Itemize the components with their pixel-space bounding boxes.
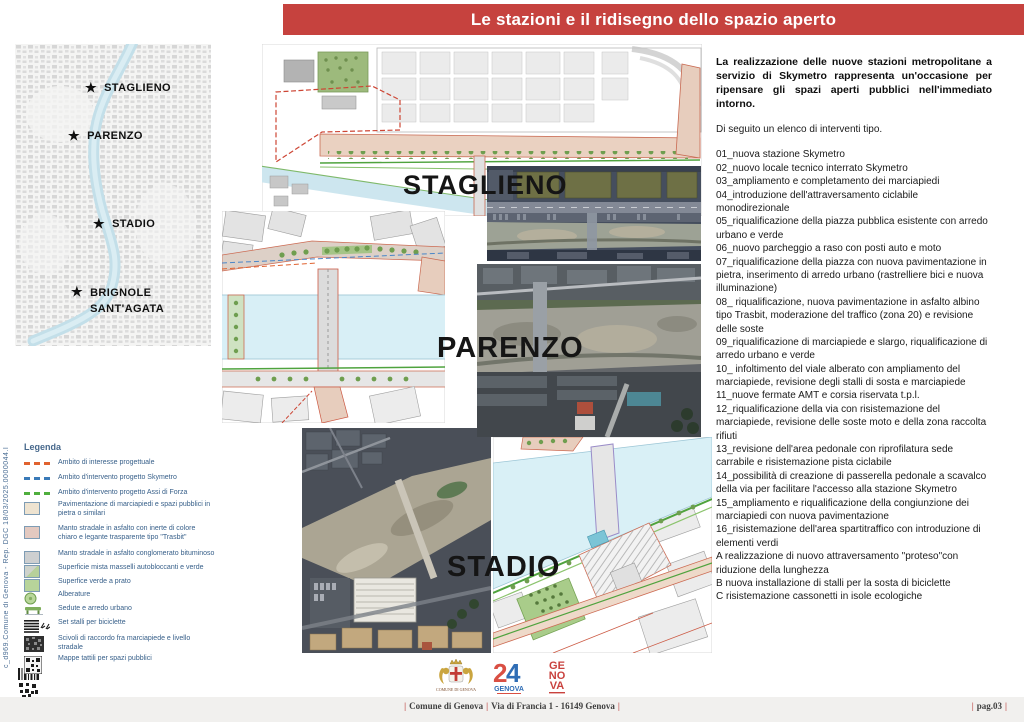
plan-parenzo-illustration (222, 211, 445, 423)
plan-stadio (493, 437, 712, 653)
plan-stadio-illustration (493, 437, 712, 653)
intervention-item: 04_introduzione dell'attraversamento ciclabile monodirezionale (716, 189, 919, 214)
star-icon: ★ (68, 128, 81, 143)
intervention-item: 13_revisione dell'area pedonale con riprofilatura sede carrabile e risistemazione pista ciclabile (716, 444, 954, 469)
separator: | (1005, 701, 1007, 711)
intervention-item: 14_possibilità di creazione di passerella pedonale a scavalco della via per facilitare l'accesso alla stazione Skymetro (716, 470, 987, 496)
legend-item-alberature: Alberature (24, 591, 216, 605)
station-label: PARENZO (87, 130, 143, 142)
intro-paragraph: La realizzazione delle nuove stazioni metropolitane a servizio di Skymetro rappresenta un'occasione per ripensare gli spazi aperti pubblici nell'immediato intorno. (716, 56, 992, 110)
pink-swatch-icon (24, 526, 40, 539)
station-label: STAGLIENO (104, 82, 172, 94)
section-label-parenzo: PARENZO (437, 332, 584, 364)
gray-swatch-icon (24, 551, 40, 564)
ramp-texture-icon (24, 636, 44, 652)
station-marker-stadio (93, 218, 155, 230)
station-marker-staglieno (85, 82, 171, 94)
list-intro: Di seguito un elenco di interventi tipo. (716, 124, 883, 136)
separator: | (617, 701, 620, 711)
legend-item-mista: Superficie mista masselli autobloccanti e verde (24, 564, 216, 578)
separator: | (971, 701, 974, 711)
legend-item-trasbit: Manto stradale in asfalto con inerte di colore chiaro e legante trasparente tipo "Trasbit" (24, 525, 216, 543)
legend-item-pavimentazione: Pavimentazione di marciapiedi e spazi pubblici in pietra o similari (24, 501, 216, 519)
plan-parenzo (222, 211, 445, 423)
legend-item-bituminoso: Manto stradale in asfalto conglomerato bituminoso (24, 550, 216, 564)
genova-brand-logo (542, 658, 572, 698)
intervention-item: 16_risistemazione dell'area spartitraffico con introduzione di elementi verdi (716, 524, 981, 549)
genova-line-2: NO (548, 670, 566, 682)
station-label: BRIGNOLE SANT'AGATA (90, 287, 165, 315)
legend-title: Legenda (24, 442, 62, 452)
intervention-item: 03_ampliamento e completamento dei marciapiedi (716, 176, 940, 188)
page-number: | pag.03 | (969, 701, 1010, 711)
intervention-item: 11_nuove fermate AMT e corsia riservata t.p.l. (716, 390, 920, 402)
comune-di-genova-crest-logo (436, 658, 476, 698)
intervention-item: 12_riqualificazione della via con risistemazione del marciapiede, revisione delle soste moto e della zona raccolta rifiuti (716, 403, 987, 442)
beige-swatch-icon (24, 502, 40, 515)
logo24-digit-2: 2 (493, 658, 508, 688)
section-label-staglieno: STAGLIENO (403, 170, 568, 200)
station-marker-brignole (71, 286, 182, 318)
genova-line-3: VA (549, 680, 565, 692)
legend-item-sedute: Sedute e arredo urbano (24, 605, 216, 615)
section-label-stadio: STADIO (447, 551, 561, 583)
station-label: STADIO (112, 218, 156, 230)
footer-address: Via di Francia 1 - 16149 Genova (491, 701, 615, 711)
intervention-item: 15_ampliamento e riqualificazione della congiunzione dei marciapiedi con nuova pavimentazione (716, 497, 969, 522)
logo24-caption: GENOVA (494, 686, 524, 693)
footer-logos (436, 658, 572, 698)
page-title: Le stazioni e il ridisegno dello spazio aperto (470, 10, 837, 29)
orange-dashed-line-icon (24, 462, 50, 465)
aerial-stadio-photo (302, 428, 491, 653)
separator: | (404, 701, 407, 711)
blue-dashed-line-icon (24, 477, 50, 480)
legend-item-prato: Superfice verde a prato (24, 578, 216, 592)
intervention-item: C risistemazione cassonetti in isole ecologiche (716, 591, 923, 603)
tactile-map-icon (24, 656, 42, 674)
legend-item-interesse: Ambito di interesse progettuale (24, 459, 216, 468)
tree-icon (24, 592, 37, 605)
comune-caption: COMUNE DI GENOVA (436, 687, 476, 692)
legend-item-skymetro: Ambito d'intervento progetto Skymetro (24, 474, 216, 483)
footer-address-line (0, 701, 1024, 711)
bench-icon (24, 606, 44, 615)
logo24-digit-4: 4 (506, 658, 521, 688)
intervention-item: 05_riqualificazione della piazza pubblica esistente con arredo urbano e verde (716, 216, 988, 241)
legend-item-assi-di-forza: Ambito d'intervento progetto Assi di Forza (24, 489, 216, 498)
separator: | (486, 701, 489, 711)
legend-item-stalli-bici: Set stalli per biciclette (24, 619, 216, 633)
intervention-item: 06_nuovo parcheggio a raso con posti auto e moto (716, 243, 942, 255)
star-icon: ★ (93, 216, 106, 231)
description-column (716, 56, 992, 604)
legend-item-scivoli: Scivoli di raccordo fra marciapiede e livello stradale (24, 635, 216, 653)
intervention-item: 07_riqualificazione della piazza con nuova pavimentazione in pietra, inserimento di arredo urbano (rastrelliere bici e nuova illuminazione) (716, 256, 987, 295)
footer-org: Comune di Genova (409, 701, 484, 711)
intervention-item: 10_ infoltimento del viale alberato con ampliamento del marciapiede, revisione degli stalli di sosta e marciapiede (716, 363, 966, 389)
intervention-item: 09_riqualificazione di marciapiede e slargo, riqualificazione di arredo urbano e verde (716, 336, 988, 362)
star-icon: ★ (71, 284, 84, 299)
interventions-list (716, 148, 992, 603)
protocol-stamp: c_d969.Comune di Genova - Rep. DGC 18/03/2025.0000044.I (3, 446, 10, 668)
green-dashed-line-icon (24, 492, 50, 495)
legend-item-mappe-tattili: Mappe tattili per spazi pubblici (24, 655, 216, 674)
genova-line-1: GE (549, 660, 565, 672)
station-marker-parenzo (68, 130, 143, 142)
mixed-swatch-icon (24, 565, 40, 578)
bike-stalls-icon (24, 620, 50, 633)
aerial-stadio (302, 428, 491, 653)
genova-24-logo (491, 658, 527, 698)
star-icon: ★ (85, 80, 98, 95)
intervention-item: A realizzazione di nuovo attraversamento "proteso"con riduzione della lunghezza (716, 551, 959, 576)
intervention-item: 01_nuova stazione Skymetro (716, 149, 845, 161)
title-banner (283, 4, 1024, 35)
intervention-item: 08_ riqualificazione, nuova pavimentazione in asfalto albino tipo Trasbit, moderazione del traffico (zona 20) e revisione delle soste (716, 296, 980, 335)
overview-map (15, 44, 211, 346)
intervention-item: B nuova installazione di stalli per la sosta di biciclette (716, 577, 951, 589)
intervention-item: 02_nuovo locale tecnico interrato Skymetro (716, 162, 908, 174)
